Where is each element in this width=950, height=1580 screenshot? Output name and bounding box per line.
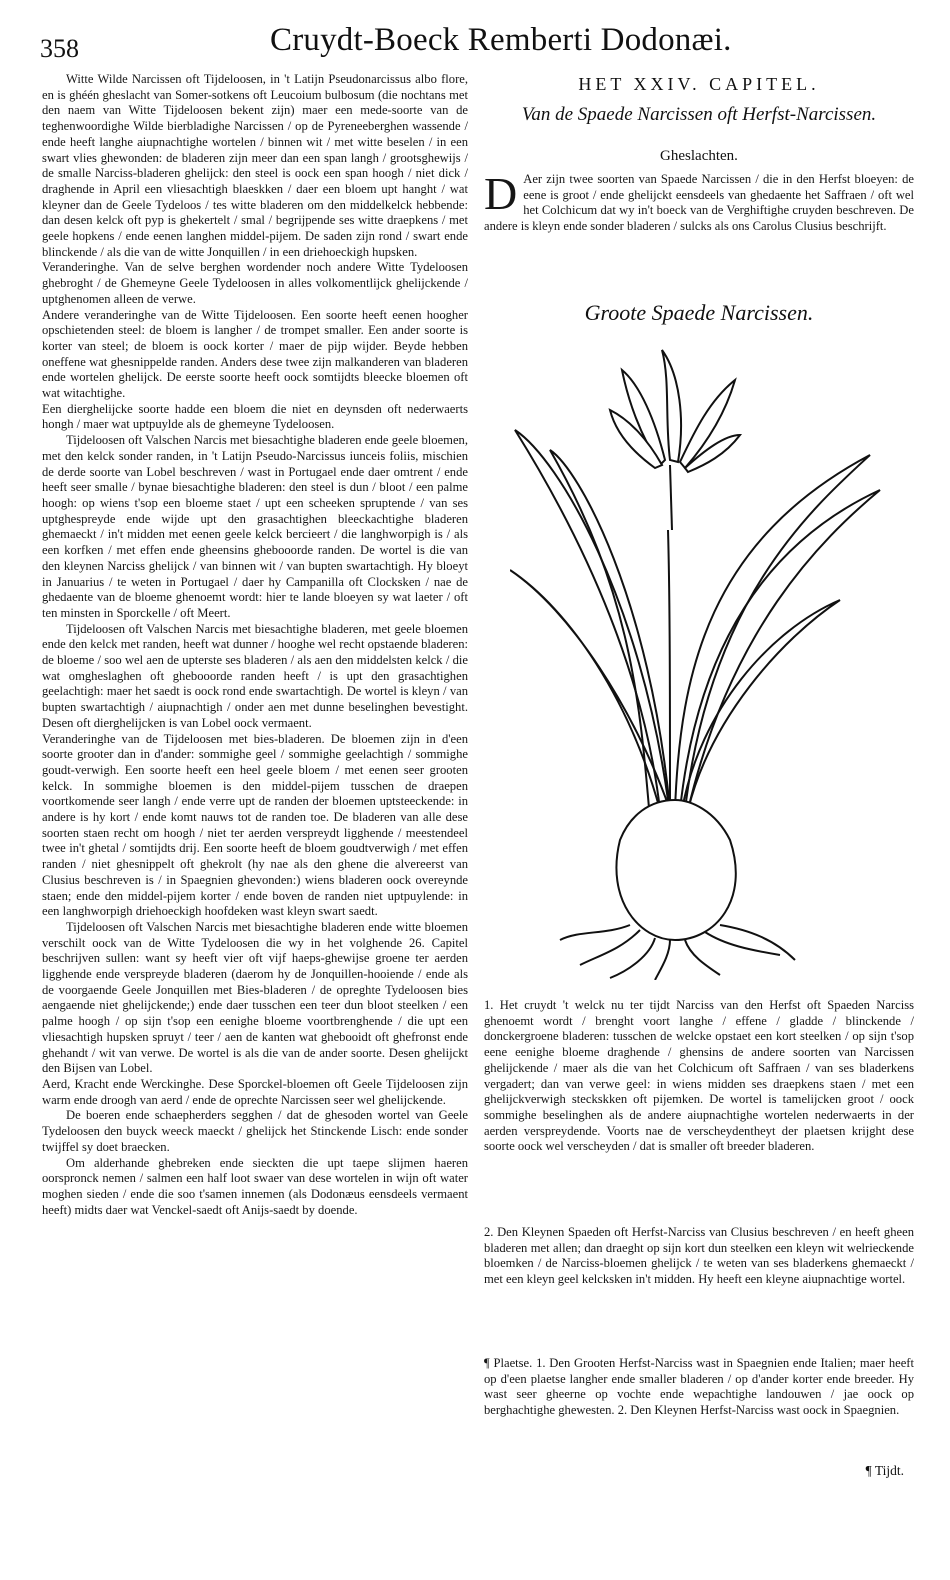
chapter-title: Van de Spaede Narcissen oft Herfst-Narcissen. [521, 104, 877, 125]
paragraph: Om alderhande ghebreken ende sieckten die upt taepe slijmen haeren oorspronck nemen / salmen een half loot swaer van dese wortelen in wijn oft water moghen sieden / ende die soo t'samen innemen (als Dodonæus eensdeels vermaent heeft) midts daer wat Venckel-saedt oft Anijs-saedt by doende. [42, 1155, 468, 1217]
section-heading: Gheslachten. [660, 148, 738, 164]
paragraph: De boeren ende schaepherders segghen / dat de ghesoden wortel van Geele Tydeloosen den buyck weeck maeckt / ghelijck het Stinckende Lisch: ende sonder twijffel sy doet braecken. [42, 1108, 468, 1154]
chapter-number: HET XXIV. CAPITEL. [578, 74, 820, 94]
catchword: ¶ Tijdt. [865, 1463, 904, 1478]
left-column [42, 72, 468, 1218]
paragraph: Veranderinghe van de Tijdeloosen met bies-bladeren. De bloemen zijn in d'een soorte grooter dan in d'ander: sommighe geel / sommighe geelachtigh / sommighe goudt-verwigh. Een soorte heeft een heel geele bloem / met eenen seer grooten kelck. In sommighe bloemen is den middel-pijem tusschen de draepen voortkomende seer langh / ende verre upt de randen der bloemen uptsteeckende: in andere is hy kort / ende komt nauws tot de randen toe. De bladeren van alle dese soorten staen recht om hoogh / niet ter aerden verspreydt ligghende / meestendeel twee in't ghetal / somtijdts drij. Een soorte heeft de bloem goudtverwigh / met effen randen / niet ghesnippelt oft ghekrolt (hy nae als den ghene die alvereerst van Clusius beschreven is / in Spaegnien ghevonden:) wiens bladeren oock overeynde staen; ende den middel-pijem korter / ende boven de randen niet uptpuylende: in een langhworpigh driehoeckigh hoofdeken wast kleyn swart saedt. [42, 731, 468, 919]
paragraph: Tijdeloosen oft Valschen Narcis met biesachtighe bladeren, met geele bloemen ende den kelck met randen, heeft wat dunner / hooghe wel recht opstaende bladeren: de bloeme / soo wel aen de upterste ses bladeren / als aen den middelsten kelck / die wat omgheslaghen oft ghebooorde randen heeft / is upt den grasachtighen geelachtigh: maer het saedt is oock rond ende swartachtigh. De wortel is kleyn / van bupten swartachtigh / aiupnachtigh / onder aen met dunne beselinghen bevestight. Desen oft dierghelijcken is van Lobel oock vermaent. [42, 621, 468, 730]
paragraph: Witte Wilde Narcissen oft Tijdeloosen, in 't Latijn Pseudonarcissus albo flore, en is ghéén gheslacht van Somer-sotkens oft Leucoium bulbosum (die nochtans met den naem van Witte Tijdeloosen bekent zijn) maer een mede-soorte van de teghenwoordighe Wilde bierbladighe Narcissen / op de Pyreneeberghen wassende / ende heeft langhe aiupnachtighe wortelen / binnen wit / met witte beselen / in een swart vlies ghewonden: de bladeren zijn meer dan een span langh / grootsghewijs / de smalle Narciss-bladeren ghelijck: den steel is oock een span hoogh / niet dick / draghende in April een vliesachtigh blaeskken / daer een bloem upt hanght / wat kleyner dan de Geele Tydeloos / tes witte bladeren om den middelkelck hebbende: dan desen kelck oft pyp is ghekertelt / smal / begrijpende ses witte draepkens / met geele hopkens / ende eenen langhen middel-pijem. De saden zijn rond / swart ende blinckende / als die van de witte Jonquillen / in een driehoeckigh hupsken. [42, 72, 468, 259]
paragraph: Tijdeloosen oft Valschen Narcis met biesachtighe bladeren ende witte bloemen verschilt oock van de Witte Tydeloosen die wy in het volghende 26. Capitel beschrijven sullen: want sy heeft vier oft vijf haeps-ghewijse groene ter aerden ligghende ende verspreyde bladeren (daerom hy de Jonquillen-hooiende / ende als de voorgaende Geele Jonquillen met Bies-bladeren / de opreghte Tydeloosen bies aengaende niet ghelijckende;) ende daer tusschen een teer dun bloot steelken / een palme hoogh / op sijn t'sop een eenighe bloeme voortbrenghende / die upt een vliesachtigh hupsken spruyt / teer / aen de kanten wat ghebooidt oft ghefronst ende ghehandt / wit van verwe. De wortel is als die van de ander soorte. Desen ghelijckt den Bijsen van Lobel. [42, 919, 468, 1076]
intro-text: Aer zijn twee soorten van Spaede Narcissen / die in den Herfst bloeyen: de eene is groot / ende ghelijckt eensdeels van ghedaente het Saffraen / oft wel het Colchicum dat wy in't boeck van de Verghiftighe cruyden beschreven. De andere is kleyn ende sonder bladeren / sulcks als ons Carolus Clusius beschrijft. [484, 172, 914, 234]
paragraph: Een dierghelijcke soorte hadde een bloem die niet en deynsden oft nederwaerts hongh / maer wat uptpuylde als de ghemeyne Tydeloosen. [42, 401, 468, 432]
plant-woodcut-illustration [510, 340, 890, 980]
paragraph: Aerd, Kracht ende Werckinghe. Dese Sporckel-bloemen oft Geele Tijdeloosen zijn warm ende droogh van aerd / ende de oprechte Narcissen seer wel ghelijckende. [42, 1077, 468, 1107]
page-number: 358 [40, 34, 79, 63]
chapter-intro [484, 168, 914, 235]
paragraph: Andere veranderinghe van de Witte Tijdeloosen. Een soorte heeft eenen hoogher opschietenden steel: de bloem is langher / de trompet smaller. Een ander soorte is korter van steel; de bloem is oock korter / maer de pijp wijder. Beyde hebben oneffene wat ghesnippelde randen. Anders dese twee zijn malkanderen van bladeren ende wortelen ghelijck. De eerste soorte heeft oock somtijdts bleecke bloemen oft wat witachtighe. [42, 307, 468, 401]
running-head: Cruydt-Boeck Remberti Dodonæi. [270, 22, 732, 58]
description-1: 1. Het cruydt 't welck nu ter tijdt Narciss van den Herfst oft Spaeden Narciss ghenoemt wordt / brenght voort langhe / effene / gladde / blinckende / donckergroene bladeren: tusschen de welcke opstaet een kort steelken / op sijn t'sop eene eenighe bloeme draghende / ghensins de andere soorten van Narcissen ghelijckende / maer als die van het Colchicum oft Saffraen / van ses bladerkens vergadert; dan van verwe geel: in wiens midden ses draepkens staen / met een ghelijckverwigh steckskken oft pijemken. De wortel is tamelijcken groot / oock sommighe beselinghen als de andere aiupnachtighe wortelen nederwaerts in der aerden verspreydende. Voorts nae de verscheydentheyt der plaetsen krijght dese soorte oock wel verscheyden / dat is smaller oft breeder bladeren. [484, 998, 914, 1154]
drop-cap: D [484, 168, 518, 219]
paragraph: Veranderinghe. Van de selve berghen wordender noch andere Witte Tydeloosen ghebroght / de Ghemeyne Geele Tydeloosen in alles volkomentlijck ghelijckende / uptghenomen alleen de verwe. [42, 260, 468, 306]
description-2: 2. Den Kleynen Spaeden oft Herfst-Narciss van Clusius beschreven / en heeft gheen bladeren met allen; dan draeght op sijn kort dun steelken een kleyn wit welrieckende bloemken / de Narciss-bloemen ghelijck / te weten van ses bladerkens ghemaeckt / met een kleyn geel kelcksken in't midden. Hy heeft een kleyne aiupnachtige wortel. [484, 1225, 914, 1287]
figure-caption: Groote Spaede Narcissen. [584, 300, 814, 325]
paragraph: Tijdeloosen oft Valschen Narcis met biesachtighe bladeren ende geele bloemen, met den kelck sonder randen, in 't Latijn Pseudo-Narcissus iunceis foliis, mischien de derde soorte van Lobel beschreven / wast in Portugael ende daer omtrent / ende heeft seer smalle / bynae biesachtighe bladeren: den steel is dun / bloot / een palme hoogh: op wiens t'sop een bloeme staet / upt een scheeken spruptende / van ses uptghespreyde ende wijde upt den grasachtighen bleeckachtighe bladeren ghemaeckt / in't midden met eenen geele kelck bercieert / die langhworpigh is / als een korfken / met effen ende gheensins ghebooorde randen. De wortel is die van den kleynen Narciss ghelijck / van binnen wit / van bupten swartachtigh. Hy bloeyt in Januarius / te weten in Portugael / daer hy Campanilla oft Clocksken / nae de ghedaente van de bloeme ghenoemt wordt: hier te lande bloeyen sy wat laeter / oft ten minsten in Sporckelle / oft Meert. [42, 433, 468, 620]
description-3: ¶ Plaetse. 1. Den Grooten Herfst-Narciss wast in Spaegnien ende Italien; maer heeft op d'een plaetse langher ende smaller bladeren / op d'ander korter ende breeder. Hy wast seer gheerne op vochte ende wepachtighe landouwen / jae oock op berghachtighe ghewesten. 2. Den Kleynen Herfst-Narciss wast oock in Spaegnien. [484, 1356, 914, 1418]
